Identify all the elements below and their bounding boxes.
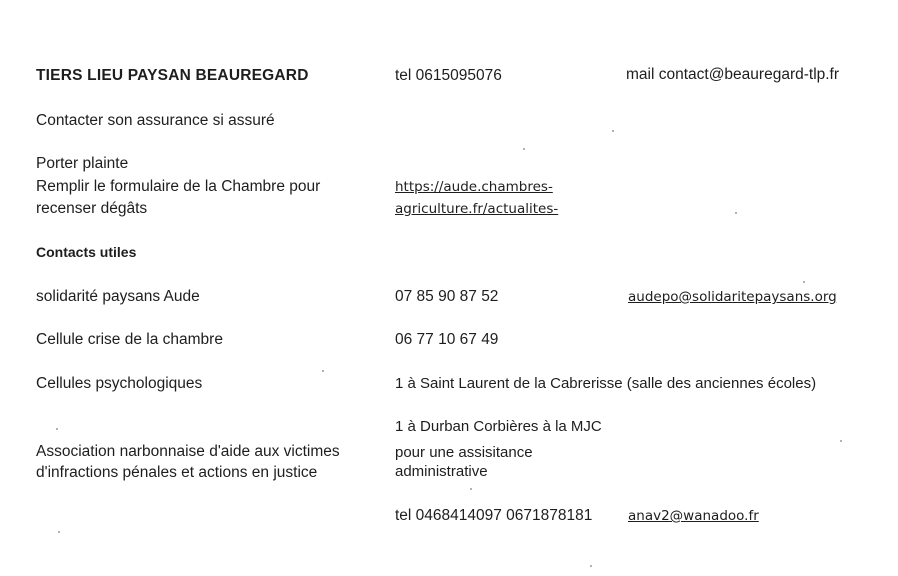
org-phone: tel 0615095076	[395, 67, 502, 84]
cellule-crise-phone: 06 77 10 67 49	[395, 331, 499, 348]
scan-speck	[322, 370, 324, 372]
association-phones: tel 0468414097 0671878181	[395, 507, 593, 524]
chamber-form-link-line2[interactable]: agriculture.fr/actualites-	[395, 201, 559, 217]
cellule-crise-name: Cellule crise de la chambre	[36, 331, 223, 348]
form-step-line1: Remplir le formulaire de la Chambre pour	[36, 178, 321, 195]
solidarite-phone: 07 85 90 87 52	[395, 288, 499, 305]
scan-speck	[612, 130, 614, 132]
association-desc-line2: administrative	[395, 463, 488, 480]
scan-speck	[590, 565, 592, 567]
chamber-form-link[interactable]	[395, 176, 558, 220]
association-desc-line1: pour une assisitance	[395, 444, 533, 461]
org-name: TIERS LIEU PAYSAN BEAUREGARD	[36, 67, 309, 84]
chamber-form-link-line1[interactable]: https://aude.chambres-	[395, 179, 553, 195]
scan-speck	[470, 488, 472, 490]
scan-speck	[58, 531, 60, 533]
solidarite-email-link[interactable]: audepo@solidaritepaysans.org	[628, 289, 837, 305]
scan-speck	[523, 148, 525, 150]
scan-speck	[840, 440, 842, 442]
association-name-line1: Association narbonnaise d'aide aux victimes	[36, 443, 340, 460]
insurance-step: Contacter son assurance si assuré	[36, 112, 275, 129]
complaint-step: Porter plainte	[36, 155, 129, 172]
psychologiques-location2: 1 à Durban Corbières à la MJC	[395, 418, 602, 435]
scan-speck	[56, 428, 58, 430]
form-step-line2: recenser dégâts	[36, 200, 148, 217]
org-email: mail contact@beauregard-tlp.fr	[626, 66, 840, 83]
psychologiques-location1: 1 à Saint Laurent de la Cabrerisse (salle des anciennes écoles)	[395, 375, 817, 392]
psychologiques-name: Cellules psychologiques	[36, 375, 203, 392]
association-email-link[interactable]: anav2@wanadoo.fr	[628, 508, 759, 524]
scan-speck	[803, 281, 805, 283]
association-name-line2: d'infractions pénales et actions en justice	[36, 464, 318, 481]
scan-speck	[735, 212, 737, 214]
solidarite-name: solidarité paysans Aude	[36, 288, 200, 305]
contacts-heading: Contacts utiles	[36, 244, 137, 260]
